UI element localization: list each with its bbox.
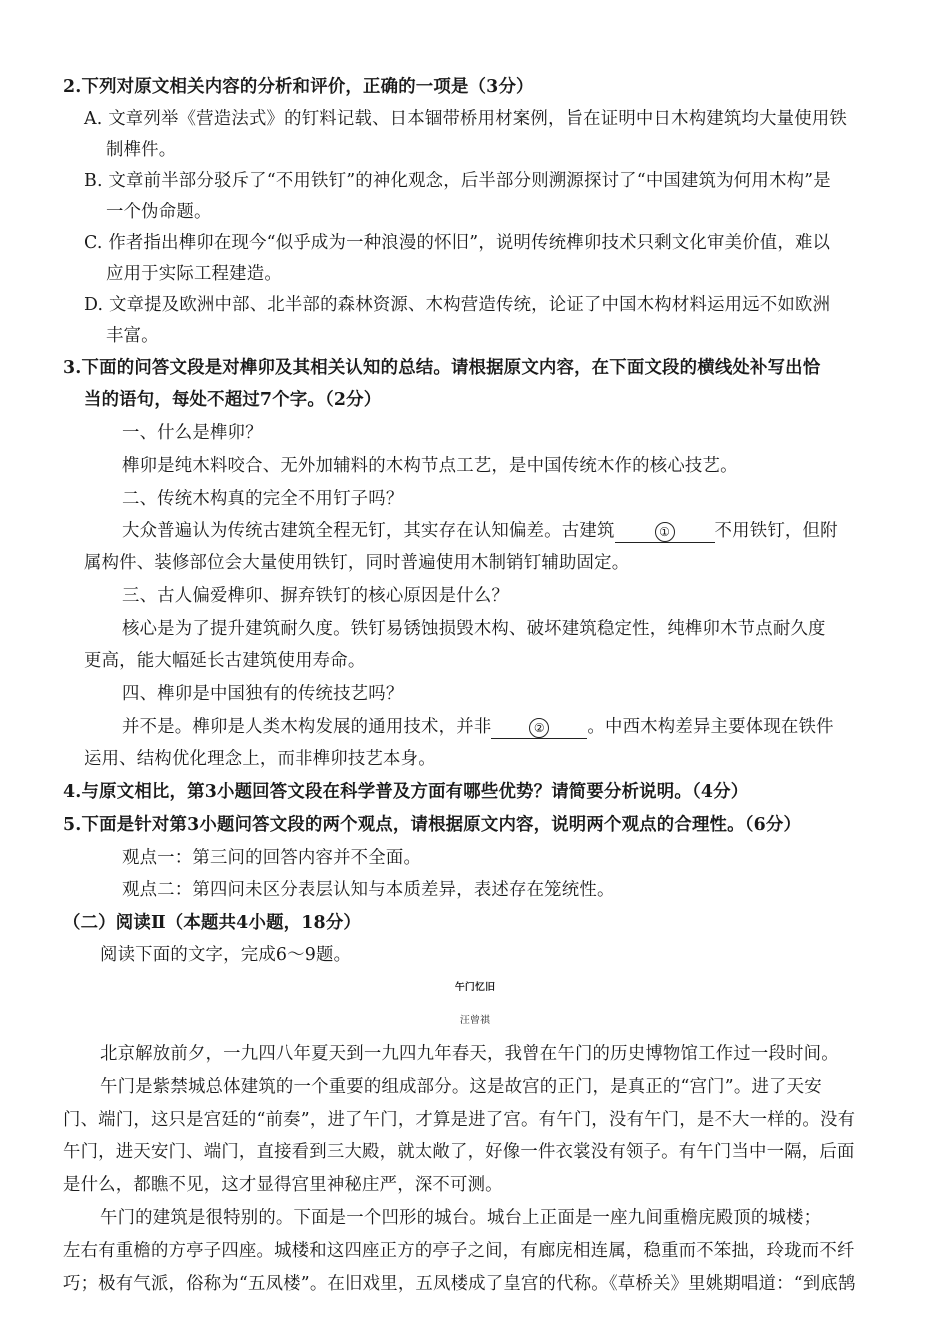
article-paragraph-2-line3: 午门，进天安门、端门，直接看到三大殿，就太敞了，好像一件衣裳没有领子。有午门当中一隔，后面	[63, 1142, 855, 1162]
q3-answer-1: 榫卯是纯木料咬合、无外加辅料的木构节点工艺，是中国传统木作的核心技艺。	[122, 456, 738, 476]
blank-number-2: ②	[529, 718, 549, 738]
q3-stem-line2: 当的语句，每处不超过7个字。（2分）	[84, 390, 382, 410]
q2-option-a-line2: 制榫件。	[106, 140, 177, 160]
q2-option-a-line1: A. 文章列举《营造法式》的钉料记载、日本锢带桥用材案例，旨在证明中日木构建筑均大量使用铁	[84, 109, 848, 129]
q3-heading-2: 二、传统木构真的完全不用钉子吗？	[122, 489, 404, 509]
article-paragraph-3-line2: 左右有重檐的方亭子四座。城楼和这四座正方的亭子之间，有廊庑相连属，稳重而不笨拙，玲珑而不纤	[63, 1241, 855, 1261]
q3-answer-4-pre: 并不是。榫卯是人类木构发展的通用技术，并非	[122, 717, 492, 737]
section-2-instruction: 阅读下面的文字，完成6～9题。	[100, 945, 352, 965]
blank-number-1: ①	[655, 522, 675, 542]
q5-viewpoint-2: 观点二：第四问未区分表层认知与本质差异，表述存在笼统性。	[122, 880, 615, 900]
q2-option-c-line1: C. 作者指出榫卯在现今“似乎成为一种浪漫的怀旧”，说明传统榫卯技术只剩文化审美价值，难以	[84, 233, 831, 253]
section-2-heading: （二）阅读Ⅱ（本题共4小题，18分）	[63, 913, 362, 933]
q3-answer-2-post: 不用铁钉，但附	[714, 521, 838, 541]
q3-answer-2-line2: 属构件、装修部位会大量使用铁钉，同时普遍使用木制销钉辅助固定。	[84, 553, 630, 573]
q3-heading-1: 一、什么是榫卯？	[122, 423, 263, 443]
q2-option-d-line1: D. 文章提及欧洲中部、北半部的森林资源、木构营造传统，论证了中国木构材料运用远不如欧洲	[84, 295, 831, 315]
q3-answer-4-line1	[122, 716, 834, 739]
q3-answer-3-line2: 更高，能大幅延长古建筑使用寿命。	[84, 651, 366, 671]
article-title: 午门忆旧	[454, 982, 496, 993]
q4-stem: 4.与原文相比，第3小题回答文段在科学普及方面有哪些优势？请简要分析说明。（4分）	[63, 782, 749, 802]
q3-answer-4-post: 。中西木构差异主要体现在铁件	[587, 717, 834, 737]
fill-blank-2[interactable]	[491, 717, 587, 739]
q5-stem: 5.下面是针对第3小题问答文段的两个观点，请根据原文内容，说明两个观点的合理性。（6分）	[63, 815, 802, 835]
article-paragraph-2-line1: 午门是紫禁城总体建筑的一个重要的组成部分。这是故宫的正门，是真正的“宫门”。进了天安	[100, 1077, 822, 1097]
q3-answer-3-line1: 核心是为了提升建筑耐久度。铁钉易锈蚀损毁木构、破坏建筑稳定性，纯榫卯木节点耐久度	[122, 619, 826, 639]
q2-option-b-line1: B. 文章前半部分驳斥了“不用铁钉”的神化观念，后半部分则溯源探讨了“中国建筑为何用木构”是	[84, 171, 831, 191]
article-author: 汪曾祺	[459, 1015, 491, 1026]
q2-option-b-line2: 一个伪命题。	[106, 202, 212, 222]
q2-option-c-line2: 应用于实际工程建造。	[106, 264, 282, 284]
q3-answer-4-line2: 运用、结构优化理念上，而非榫卯技艺本身。	[84, 749, 436, 769]
q3-answer-2-pre: 大众普遍认为传统古建筑全程无钉，其实存在认知偏差。古建筑	[122, 521, 615, 541]
q3-heading-3: 三、古人偏爱榫卯、摒弃铁钉的核心原因是什么？	[122, 586, 509, 606]
article-paragraph-2-line2: 门、端门，这只是宫廷的“前奏”，进了午门，才算是进了宫。有午门，没有午门，是不大一样的。没有	[63, 1110, 856, 1130]
article-paragraph-1: 北京解放前夕，一九四八年夏天到一九四九年春天，我曾在午门的历史博物馆工作过一段时间。	[100, 1044, 839, 1064]
q3-stem-line1: 3.下面的问答文段是对榫卯及其相关认知的总结。请根据原文内容，在下面文段的横线处补写出恰	[63, 358, 821, 378]
q3-answer-2-line1	[122, 520, 838, 543]
article-paragraph-3-line3: 巧；极有气派，俗称为“五凤楼”。在旧戏里，五凤楼成了皇宫的代称。《草桥关》里姚期唱道：“到底鹄	[63, 1274, 856, 1294]
q3-heading-4: 四、榫卯是中国独有的传统技艺吗？	[122, 684, 404, 704]
q2-option-d-line2: 丰富。	[106, 326, 159, 346]
article-paragraph-3-line1: 午门的建筑是很特别的。下面是一个凹形的城台。城台上正面是一座九间重檐庑殿顶的城楼；	[100, 1208, 822, 1228]
fill-blank-1[interactable]	[615, 521, 715, 543]
article-paragraph-2-line4: 是什么，都瞧不见，这才显得宫里神秘庄严，深不可测。	[63, 1175, 503, 1195]
q5-viewpoint-1: 观点一：第三问的回答内容并不全面。	[122, 848, 422, 868]
q2-stem: 2.下列对原文相关内容的分析和评价，正确的一项是（3分）	[63, 77, 534, 97]
